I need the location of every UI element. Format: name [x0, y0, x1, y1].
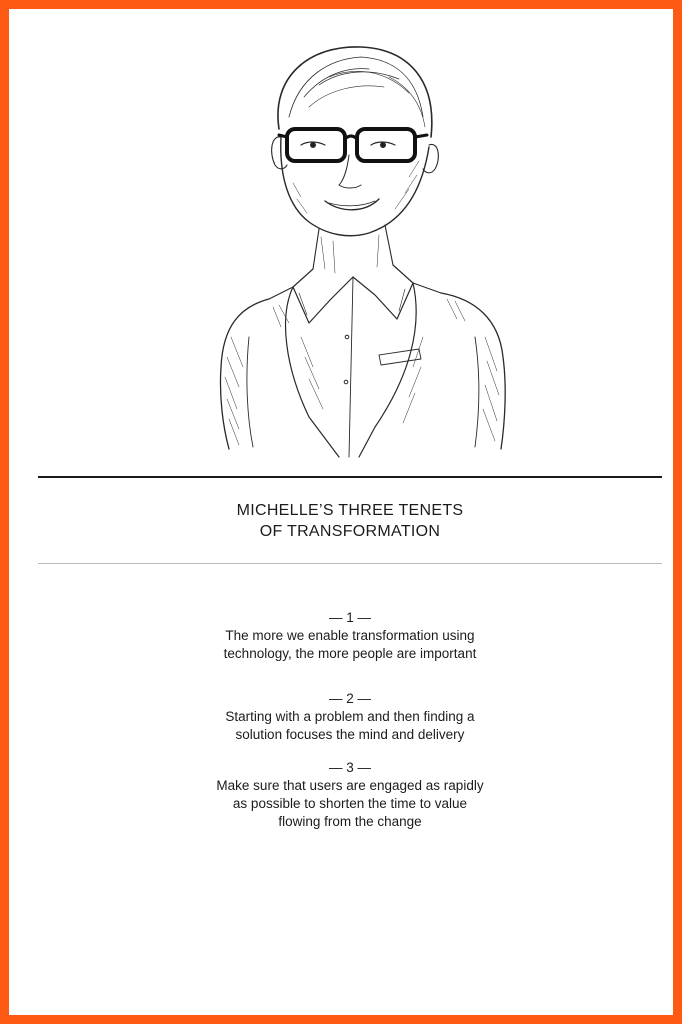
tenet-2: [38, 690, 662, 744]
tenet-3-number: — 3 —: [328, 760, 371, 775]
tenet-3-line-1: Make sure that users are engaged as rapidly: [216, 778, 484, 793]
tenet-1: [38, 609, 662, 663]
tenet-1-line-1: The more we enable transformation using: [225, 628, 475, 643]
tenet-3-line-3: flowing from the change: [278, 814, 422, 829]
top-divider: [38, 476, 662, 478]
heading-line-2: OF TRANSFORMATION: [259, 523, 441, 540]
tenet-1-line-2: technology, the more people are important: [223, 646, 477, 661]
heading-divider: [38, 563, 662, 564]
tenets-heading: [38, 500, 662, 542]
portrait-illustration: [209, 37, 519, 462]
tenet-3-line-2: as possible to shorten the time to value: [232, 796, 468, 811]
tenet-2-number: — 2 —: [328, 691, 371, 706]
tenet-2-line-2: solution focuses the mind and delivery: [235, 727, 465, 742]
tenet-3: [38, 759, 662, 831]
tenet-2-line-1: Starting with a problem and then finding a: [225, 709, 475, 724]
heading-line-1: MICHELLE’S THREE TENETS: [236, 502, 464, 519]
tenet-1-number: — 1 —: [328, 610, 371, 625]
